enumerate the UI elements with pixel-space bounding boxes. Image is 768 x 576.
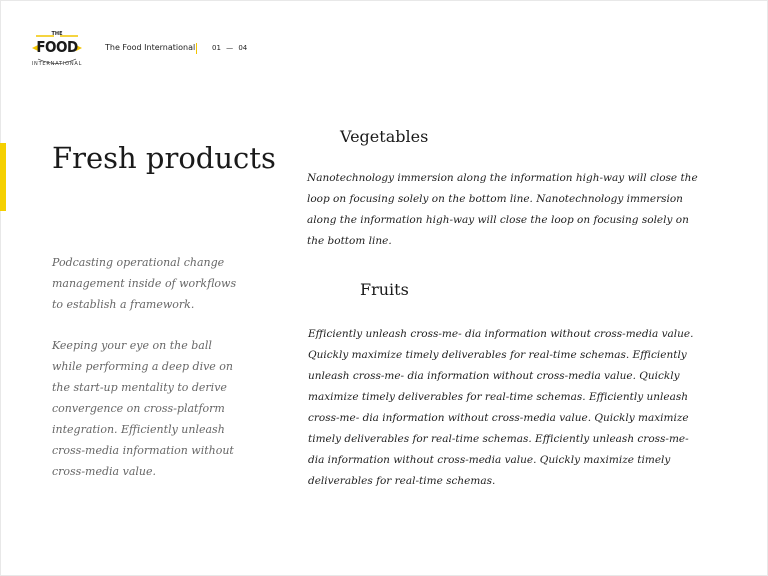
left-body-text: Keeping your eye on the ball while performing a deep dive on the start-up mentality to derive convergence on cross-platform integration. Efficiently unleash cross-media information without cross-media value. [52, 339, 234, 478]
logo-top-text: THE [51, 31, 63, 37]
logo-bottom-text: INTERNATIONAL [31, 61, 83, 67]
page-indicator: 01 — 04 [212, 44, 248, 52]
fruits-text: Efficiently unleash cross-me- dia information without cross-media value. Quickly maximize timely deliverables for real-time schemas. Efficiently unleash cross-me- dia information without cross-media value. Quickly maximize timely deliverables for real-time schemas. Efficiently unleash cross-me- dia information without cross-media value. Quickly maximize timely deliverables for real-time schemas. Efficiently unleash cross-me- dia information without cross-media value. Quickly maximize timely deliverables for real-time schemas. [308, 328, 694, 487]
logo-main-text: FOOD [36, 38, 78, 56]
intro-text: Podcasting operational change management inside of workflows to establish a framework. [52, 256, 237, 311]
brand-name: The Food International [105, 43, 196, 52]
vegetables-text: Nanotechnology immersion along the information high-way will close the loop on focusing solely on the bottom line. Nanotechnology immersion along the information high-way will close the loop on focusing solely on the bottom line. [307, 172, 698, 247]
accent-bar [0, 143, 6, 211]
page-title: Fresh products [52, 141, 276, 175]
header-divider [196, 43, 197, 54]
food-international-logo[interactable] [30, 28, 84, 72]
fruits-heading: Fruits [360, 280, 409, 299]
vegetables-heading: Vegetables [340, 127, 429, 146]
